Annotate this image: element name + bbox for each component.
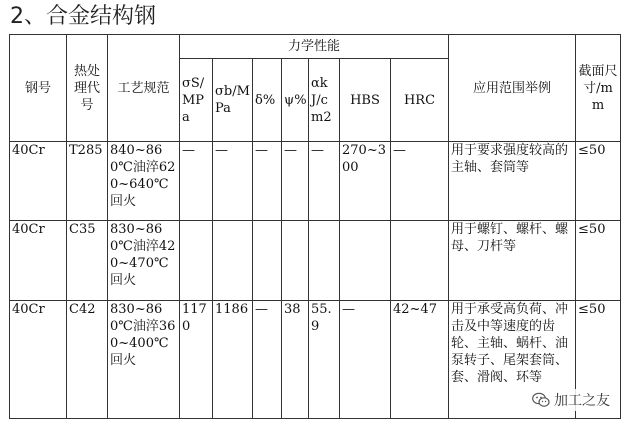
- header-sigma-b: σb/MPa: [213, 59, 253, 142]
- cell-sigma-b: 1186: [213, 301, 253, 419]
- cell-delta: [253, 221, 282, 301]
- table-row: [10, 142, 621, 221]
- cell-code: C35: [67, 221, 108, 301]
- cell-sigma-b: —: [213, 142, 253, 221]
- cell-sigma-s: [180, 221, 213, 301]
- watermark: [529, 389, 613, 411]
- cell-process: 840~860℃油淬620~640℃回火: [108, 142, 180, 221]
- cell-hrc: 42~47: [391, 301, 449, 419]
- cell-sigma-b: [213, 221, 253, 301]
- cell-process: 830~860℃油淬360~400℃回火: [108, 301, 180, 419]
- header-hrc: HRC: [391, 59, 449, 142]
- cell-sigma-s: —: [180, 142, 213, 221]
- cell-steel: 40Cr: [10, 142, 67, 221]
- cell-sigma-s: 1170: [180, 301, 213, 419]
- cell-steel: 40Cr: [10, 301, 67, 419]
- cell-section: ≤50: [576, 221, 621, 301]
- cell-application: 用于承受高负荷、冲击及中等速度的齿轮、主轴、蜗杆、油泵转子、尾架套筒、套、滑阀、环等: [449, 301, 576, 419]
- cell-hbs: 270~300: [340, 142, 391, 221]
- watermark-text: 加工之友: [554, 393, 610, 409]
- header-heat-code: 热处理代号: [67, 35, 108, 142]
- header-psi: ψ%: [282, 59, 309, 142]
- cell-ak: [309, 221, 340, 301]
- header-mech-group: 力学性能: [180, 35, 449, 59]
- cell-hrc: [391, 221, 449, 301]
- header-ak: αkJ/cm2: [309, 59, 340, 142]
- cell-code: C42: [67, 301, 108, 419]
- header-sigma-s: σS/MPa: [180, 59, 213, 142]
- cell-section: ≤50: [576, 142, 621, 221]
- cell-psi: —: [282, 142, 309, 221]
- cell-ak: —: [309, 142, 340, 221]
- header-steel-no: 钢号: [10, 35, 67, 142]
- header-delta: δ%: [253, 59, 282, 142]
- cell-application: 用于螺钉、螺杆、螺母、刀杆等: [449, 221, 576, 301]
- cell-ak: 55.9: [309, 301, 340, 419]
- header-row: [10, 35, 621, 59]
- cell-process: 830~860℃油淬420~470℃回火: [108, 221, 180, 301]
- header-application: 应用范围举例: [449, 35, 576, 142]
- header-hbs: HBS: [340, 59, 391, 142]
- cell-delta: —: [253, 142, 282, 221]
- cell-psi: [282, 221, 309, 301]
- header-process: 工艺规范: [108, 35, 180, 142]
- alloy-steel-table: [9, 34, 621, 419]
- cell-hbs: —: [340, 301, 391, 419]
- cell-psi: 38: [282, 301, 309, 419]
- cell-delta: —: [253, 301, 282, 419]
- cell-application: 用于要求强度较高的主轴、套筒等: [449, 142, 576, 221]
- cell-code: T285: [67, 142, 108, 221]
- page-title: 2、合金结构钢: [10, 4, 156, 29]
- wechat-icon: [532, 392, 550, 408]
- cell-hrc: —: [391, 142, 449, 221]
- cell-hbs: [340, 221, 391, 301]
- cell-section: ≤50: [576, 301, 621, 419]
- cell-steel: 40Cr: [10, 221, 67, 301]
- table-row: [10, 221, 621, 301]
- header-section: 截面尺寸/mm: [576, 35, 621, 142]
